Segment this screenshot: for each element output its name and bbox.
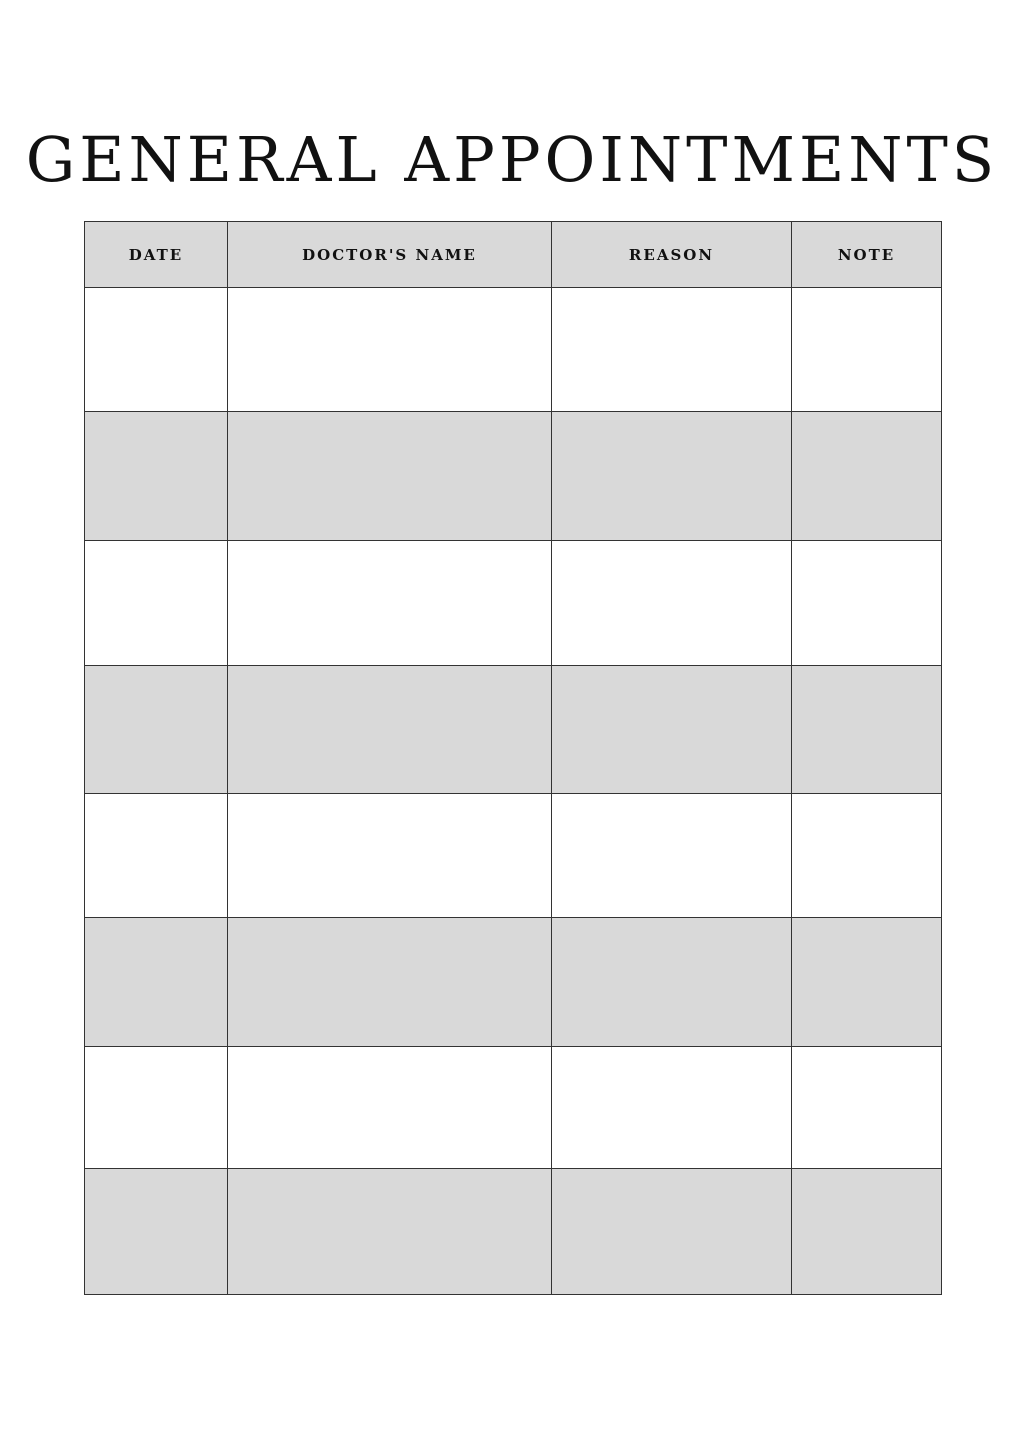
doctors-name-cell[interactable] (228, 918, 552, 1047)
note-cell[interactable] (792, 1169, 942, 1295)
note-cell[interactable] (792, 412, 942, 541)
reason-cell[interactable] (552, 412, 792, 541)
reason-cell[interactable] (552, 794, 792, 918)
date-cell[interactable] (85, 666, 228, 794)
doctors-name-cell[interactable] (228, 288, 552, 412)
header-note: NOTE (792, 222, 942, 288)
appointments-table (84, 221, 942, 1295)
note-cell[interactable] (792, 541, 942, 666)
date-cell[interactable] (85, 1169, 228, 1295)
header-doctors-name: DOCTOR'S NAME (228, 222, 552, 288)
date-cell[interactable] (85, 412, 228, 541)
reason-cell[interactable] (552, 918, 792, 1047)
reason-cell[interactable] (552, 666, 792, 794)
doctors-name-cell[interactable] (228, 541, 552, 666)
note-cell[interactable] (792, 1047, 942, 1169)
table-row (85, 1047, 942, 1169)
doctors-name-cell[interactable] (228, 794, 552, 918)
reason-cell[interactable] (552, 541, 792, 666)
table-row (85, 288, 942, 412)
reason-cell[interactable] (552, 1047, 792, 1169)
date-cell[interactable] (85, 794, 228, 918)
date-cell[interactable] (85, 918, 228, 1047)
page-title: GENERAL APPOINTMENTS (25, 122, 999, 196)
doctors-name-cell[interactable] (228, 1169, 552, 1295)
doctors-name-cell[interactable] (228, 666, 552, 794)
note-cell[interactable] (792, 794, 942, 918)
table-row (85, 1169, 942, 1295)
header-date: DATE (85, 222, 228, 288)
table-row (85, 666, 942, 794)
reason-cell[interactable] (552, 1169, 792, 1295)
note-cell[interactable] (792, 666, 942, 794)
table-row (85, 541, 942, 666)
note-cell[interactable] (792, 288, 942, 412)
table-row (85, 412, 942, 541)
doctors-name-cell[interactable] (228, 412, 552, 541)
reason-cell[interactable] (552, 288, 792, 412)
doctors-name-cell[interactable] (228, 1047, 552, 1169)
table-row (85, 794, 942, 918)
table-header-row (85, 222, 942, 288)
table-row (85, 918, 942, 1047)
note-cell[interactable] (792, 918, 942, 1047)
date-cell[interactable] (85, 288, 228, 412)
header-reason: REASON (552, 222, 792, 288)
date-cell[interactable] (85, 541, 228, 666)
date-cell[interactable] (85, 1047, 228, 1169)
